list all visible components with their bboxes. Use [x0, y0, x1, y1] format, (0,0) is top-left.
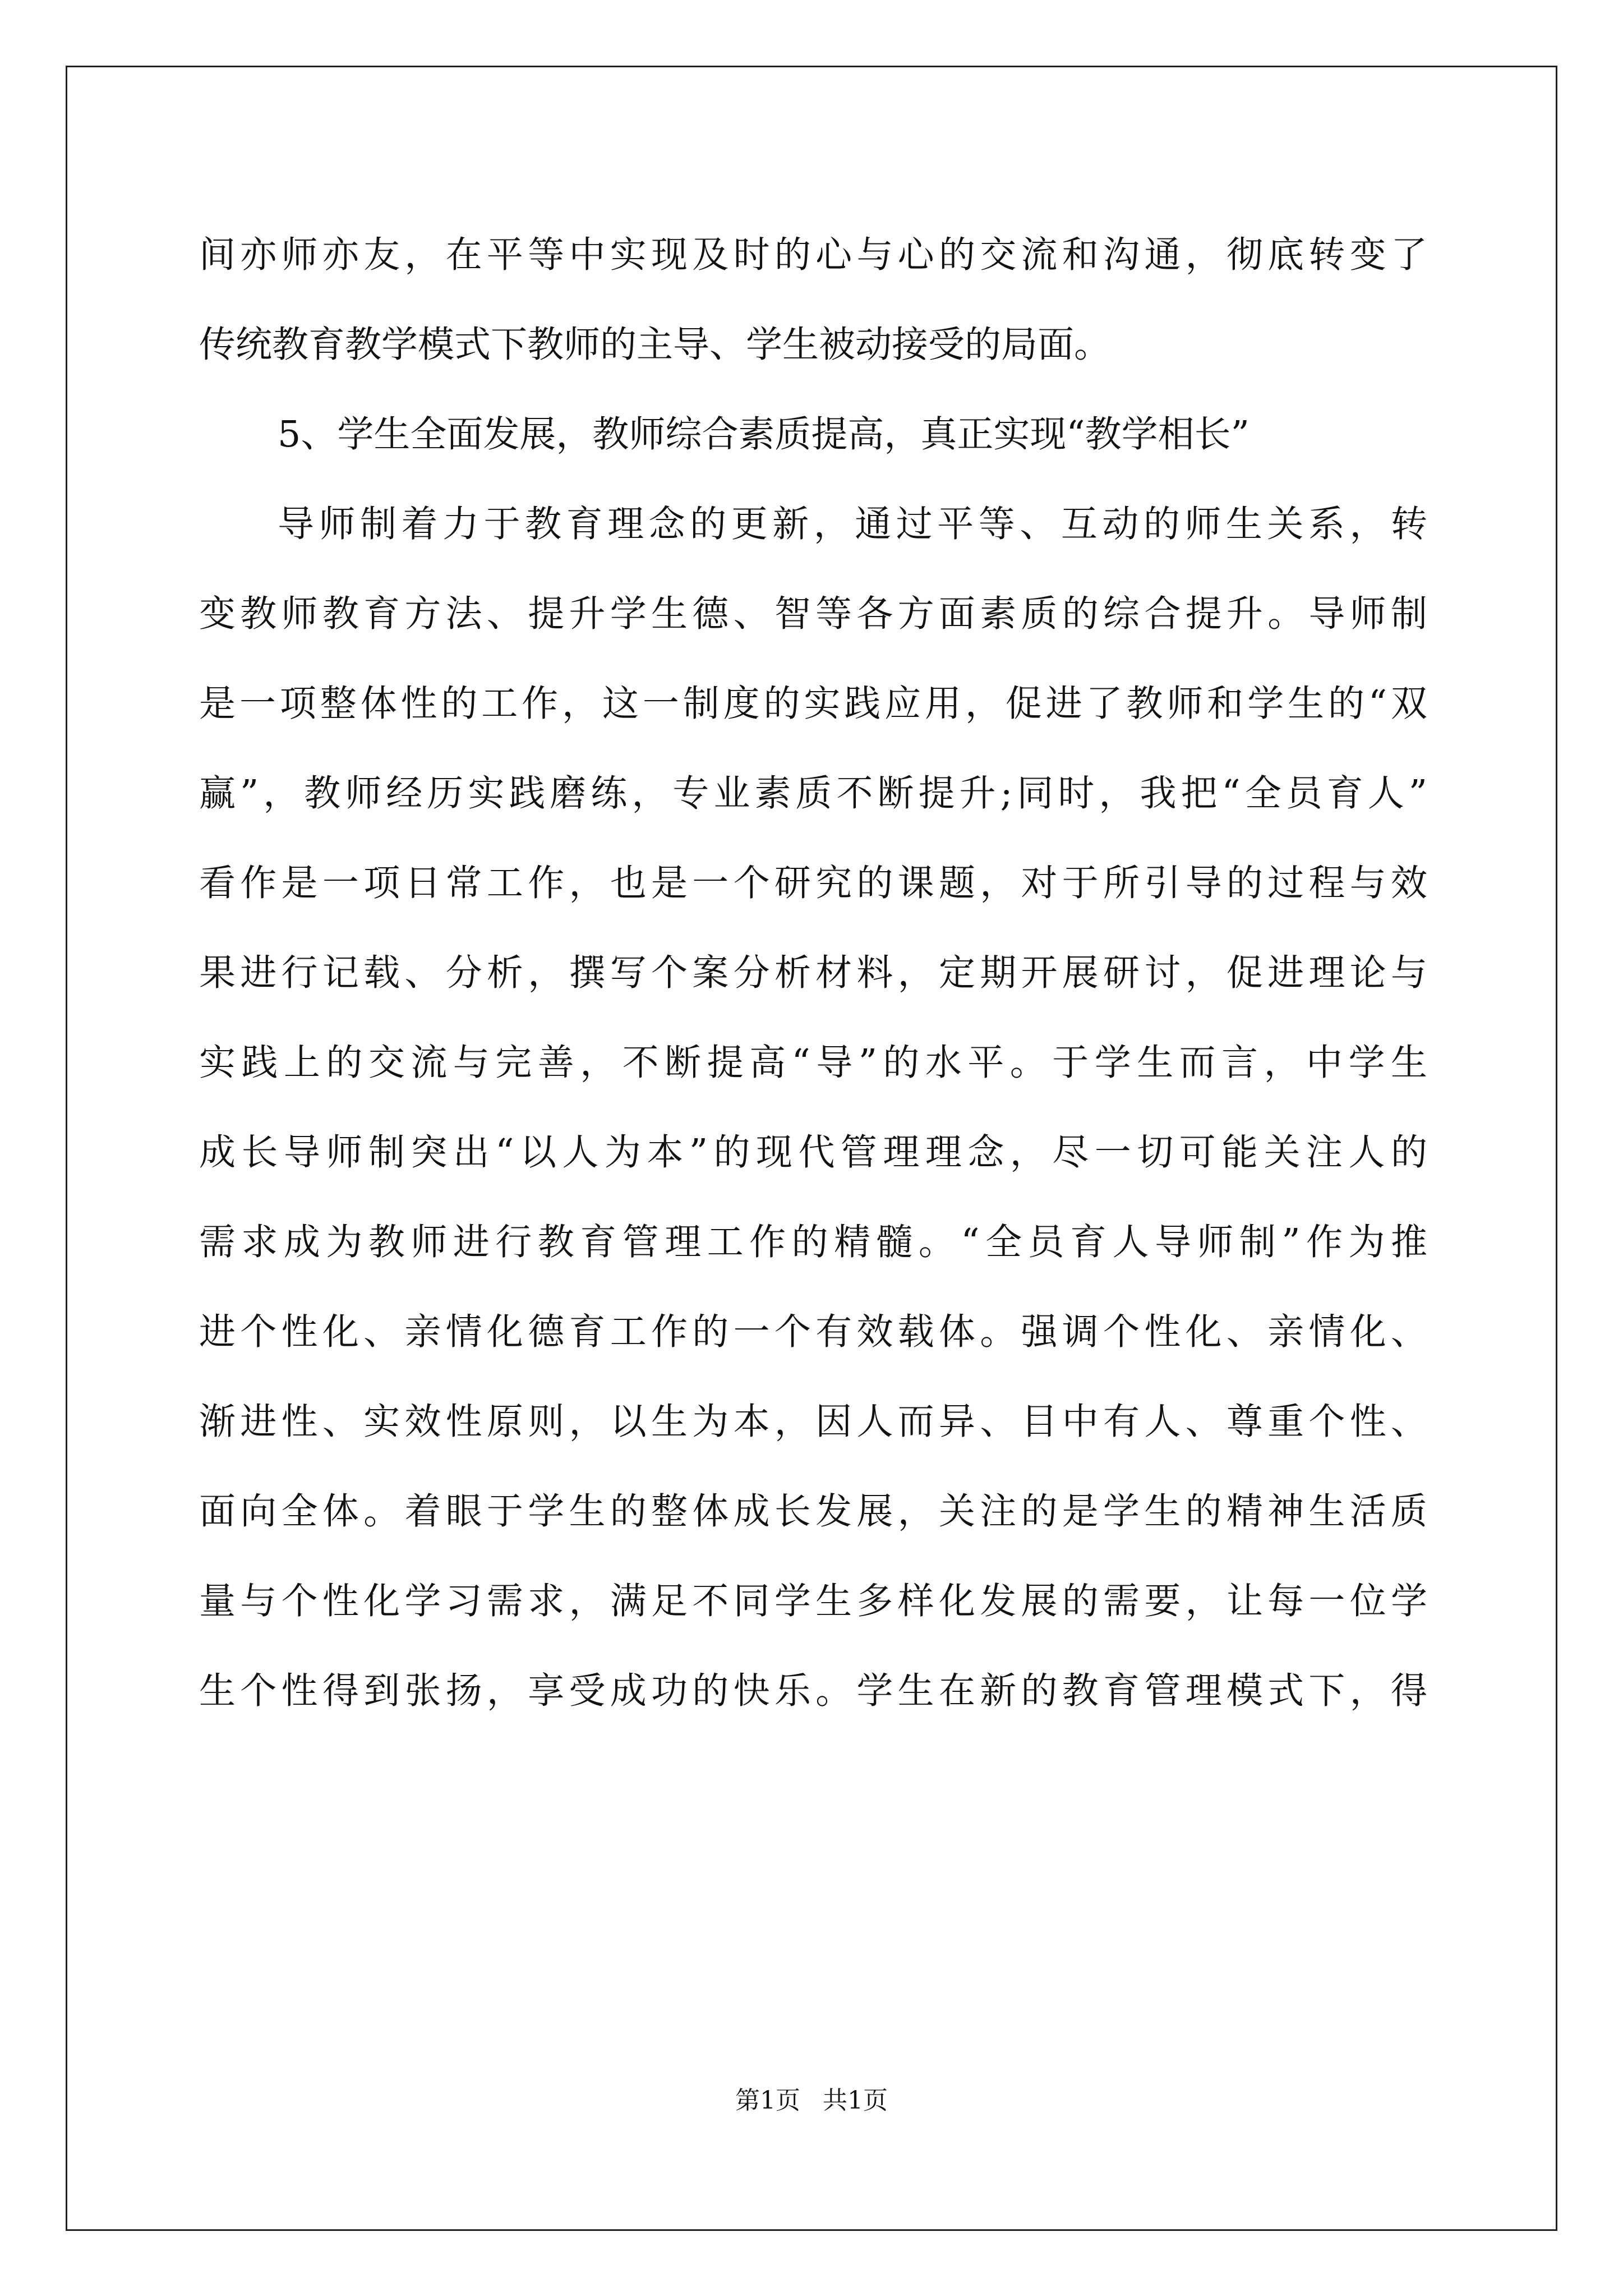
page-footer: [0, 2084, 1623, 2118]
text-line: 进个性化、亲情化德育工作的一个有效载体。强调个性化、亲情化、: [199, 1311, 1427, 1353]
text-line: 传统教育教学模式下教师的主导、学生被动接受的局面。: [199, 324, 1111, 366]
text-line: 是一项整体性的工作，这一制度的实践应用，促进了教师和学生的“双: [199, 683, 1427, 725]
text-line: 实践上的交流与完善，不断提高“导”的水平。于学生而言，中学生: [199, 1042, 1427, 1084]
text-line: 渐进性、实效性原则，以生为本，因人而异、目中有人、尊重个性、: [199, 1401, 1427, 1443]
text-line: 间亦师亦友，在平等中实现及时的心与心的交流和沟通，彻底转变了: [199, 234, 1427, 276]
text-line: 变教师教育方法、提升学生德、智等各方面素质的综合提升。导师制: [199, 593, 1427, 635]
text-line: 看作是一项日常工作，也是一个研究的课题，对于所引导的过程与效: [199, 862, 1427, 904]
document-body: [199, 210, 1427, 1736]
page-number: 第1页: [735, 2086, 800, 2115]
text-line: 量与个性化学习需求，满足不同学生多样化发展的需要，让每一位学: [199, 1580, 1427, 1622]
text-line: 果进行记载、分析，撰写个案分析材料，定期开展研讨，促进理论与: [199, 952, 1427, 994]
text-line: 导师制着力于教育理念的更新，通过平等、互动的师生关系，转: [278, 503, 1427, 545]
total-pages: 共1页: [823, 2086, 888, 2115]
text-line: 面向全体。着眼于学生的整体成长发展，关注的是学生的精神生活质: [199, 1490, 1427, 1533]
section-heading: 5、学生全面发展，教师综合素质提高，真正实现“教学相长”: [278, 413, 1249, 455]
text-line: 生个性得到张扬，享受成功的快乐。学生在新的教育管理模式下，得: [199, 1670, 1427, 1712]
text-line: 需求成为教师进行教育管理工作的精髓。“全员育人导师制”作为推: [199, 1221, 1427, 1263]
text-line: 赢”，教师经历实践磨练，专业素质不断提升;同时，我把“全员育人”: [199, 772, 1427, 815]
text-line: 成长导师制突出“以人为本”的现代管理理念，尽一切可能关注人的: [199, 1131, 1427, 1174]
